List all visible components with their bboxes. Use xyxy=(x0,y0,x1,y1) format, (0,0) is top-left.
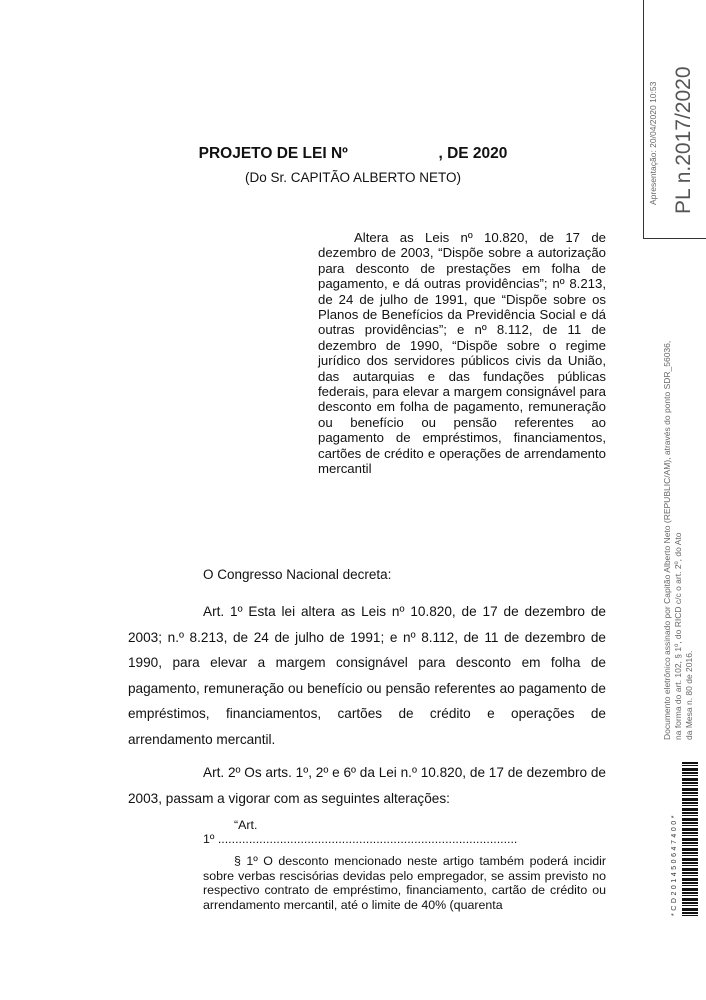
bill-title-suffix: , DE 2020 xyxy=(438,145,508,162)
signature-note-line3: da Mesa n. 80 de 2016. xyxy=(684,650,694,740)
document-barcode xyxy=(682,762,698,916)
barcode-text: * C D 2 0 1 4 5 0 6 4 7 4 0 0 * xyxy=(671,815,678,916)
bill-number-stamp: PL n.2017/2020 xyxy=(672,66,695,214)
bill-title xyxy=(0,145,706,163)
presentation-date: Apresentação: 20/04/2020 10:53 xyxy=(648,81,658,205)
quoted-paragraph-1: § 1º O desconto mencionado neste artigo também poderá incidir sobre verbas rescisórias devidas pelo empregador, se assim previsto no respectivo contrato de empréstimo, financiamento, cartão de crédito ou arrendamento mercantil, até o limite de 40% (quarenta xyxy=(203,854,606,912)
quoted-article-open: “Art. xyxy=(234,818,258,832)
quoted-article-line: 1º ....................................................................................... xyxy=(203,832,518,846)
article-1: Art. 1º Esta lei altera as Leis nº 10.820, de 17 de dezembro de 2003; n.º 8.213, de 24 de julho de 1991; e nº 8.112, de 11 de dezembro de 1990, para elevar a margem consignável para desconto em folha de pagamento, remuneração ou benefício ou pensão referentes ao pagamento de empréstimos, financiamentos, cartões de crédito e operações de arrendamento mercantil. xyxy=(128,604,606,747)
enacting-clause: O Congresso Nacional decreta: xyxy=(203,567,392,582)
bill-title-prefix: PROJETO DE LEI Nº xyxy=(198,145,348,162)
ementa: Altera as Leis nº 10.820, de 17 de dezembro de 2003, “Dispõe sobre a autorização para desconto de prestações em folha de pagamento, e dá outras providências”; nº 8.213, de 24 de julho de 1991, que “Dispõe sobre os Planos de Benefícios da Previdência Social e dá outras providências”; e nº 8.112, de 11 de dezembro de 1990, “Dispõe sobre o regime jurídico dos servidores públicos civis da União, das autarquias e das fundações públicas federais, para elevar a margem consignável para desconto em folha de pagamento, remuneração ou benefício ou pensão referentes ao pagamento de empréstimos, financiamentos, cartões de crédito e operações de arrendamento mercantil xyxy=(318,230,606,477)
bill-author: (Do Sr. CAPITÃO ALBERTO NETO) xyxy=(244,170,462,185)
article-2: Art. 2º Os arts. 1º, 2º e 6º da Lei n.º 10.820, de 17 de dezembro de 2003, passam a vigorar com as seguintes alterações: xyxy=(128,765,606,806)
signature-note-line2: na forma do art. 102, § 1º, do RICD c/c o art. 2º, do Ato xyxy=(673,532,683,740)
signature-note-line1: Documento eletrônico assinado por Capitão Alberto Neto (REPUBLIC/AM), através do ponto SDR_56036, xyxy=(662,340,672,740)
